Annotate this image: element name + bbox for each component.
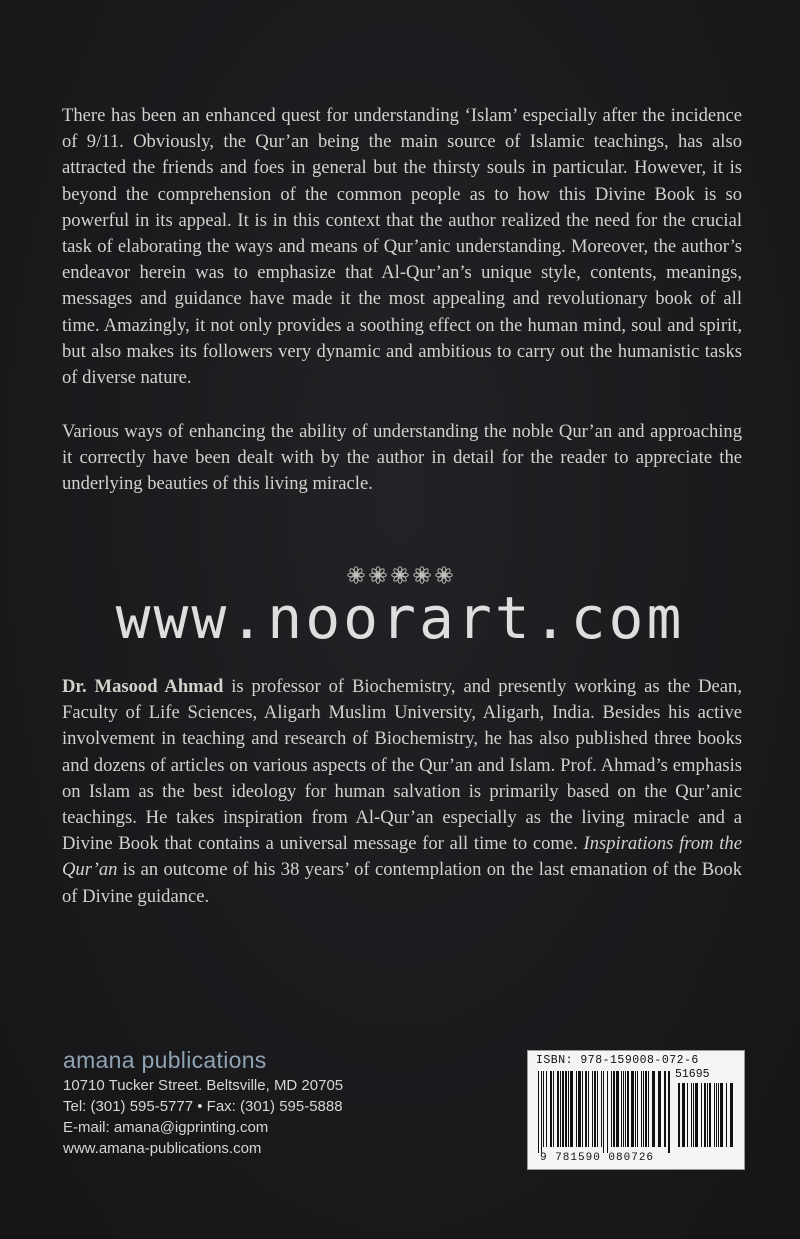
barcode-bar [582, 1071, 583, 1147]
barcode-bar [611, 1071, 612, 1147]
barcode-bar [645, 1071, 647, 1147]
barcode-bar [720, 1083, 723, 1147]
barcode-addon [678, 1083, 736, 1153]
barcode-bar [560, 1071, 561, 1147]
barcode-bar [616, 1071, 619, 1147]
barcode-bar [603, 1071, 604, 1153]
barcode-bar [565, 1071, 567, 1147]
barcode-bar [691, 1083, 692, 1147]
price-code: 51695 [675, 1068, 710, 1081]
barcode-bar [541, 1071, 542, 1153]
barcode-bar [668, 1071, 670, 1153]
barcode-bar [601, 1071, 602, 1147]
barcode-bar [546, 1071, 547, 1147]
barcode-bar [643, 1071, 644, 1147]
barcode-box [527, 1050, 745, 1170]
floral-star-icon [435, 566, 453, 584]
barcode-bar [658, 1071, 661, 1147]
barcode-bar [576, 1071, 577, 1147]
publisher-block [63, 1045, 343, 1159]
barcode-bar [637, 1071, 638, 1147]
floral-star-icon [413, 566, 431, 584]
barcode-bar [730, 1083, 733, 1147]
barcode-bar [625, 1071, 626, 1147]
barcode-bar [588, 1071, 589, 1147]
barcode-bar [714, 1083, 715, 1147]
publisher-website: www.amana-publications.com [63, 1140, 262, 1157]
barcode-bar [553, 1071, 554, 1147]
barcode-bar [695, 1083, 698, 1147]
barcode-bar [597, 1071, 598, 1147]
barcode-bar [718, 1083, 719, 1147]
floral-star-icon [369, 566, 387, 584]
barcode-bar [687, 1083, 688, 1147]
description-paragraph-2: Various ways of enhancing the ability of understanding the noble Qur’an and approaching it correctly have been dealt with by the author in detail for the reader to appreciate the underlying beauties of this living miracle. [62, 421, 742, 495]
barcode-bar [701, 1083, 702, 1147]
watermark: www.noorart.com [115, 588, 685, 648]
barcode-bar [627, 1071, 629, 1147]
ornament-divider [330, 566, 470, 588]
barcode-bar [635, 1071, 636, 1147]
author-name: Dr. Masood Ahmad [62, 676, 224, 697]
floral-star-icon [391, 566, 409, 584]
barcode-bar [592, 1071, 593, 1147]
barcode-bar [704, 1083, 706, 1147]
barcode-bar [613, 1071, 615, 1147]
barcode-bar [707, 1083, 708, 1147]
publisher-email: E-mail: amana@igprinting.com [63, 1119, 269, 1136]
barcode-bar [550, 1071, 552, 1147]
barcode-bar [538, 1071, 539, 1153]
isbn-label: ISBN: 978-159008-072-6 [536, 1054, 699, 1067]
author-bio-text: is professor of Biochemistry, and presently working as the Dean, Faculty of Life Sciences, Aligarh Muslim University, Aligarh, India. Besides his active involvement in teaching and research of Biochemistry, he has also published three books and dozens of articles on various aspects of the Qur’an and Islam. Prof. Ahmad’s emphasis on Islam as the best ideology for human salvation is primarily based on the Qur’anic teachings. He takes inspiration from Al-Qur’an especially as the living miracle and a Divine Book that contains a universal message for all time to come. [62, 676, 742, 855]
barcode-bar [709, 1083, 711, 1147]
barcode-bar [682, 1083, 685, 1147]
barcode-bar [623, 1071, 624, 1147]
author-bio-text-end: is an outcome of his 38 years’ of contemplation on the last emanation of the Book of Divine guidance. [62, 859, 742, 907]
barcode-bar [641, 1071, 642, 1147]
barcode-bar [726, 1083, 727, 1147]
barcode-bar [543, 1071, 544, 1147]
barcode-bar [568, 1071, 569, 1147]
barcode-bar [678, 1083, 680, 1147]
barcode-bar [585, 1071, 587, 1147]
barcode-number: 9 781590 080726 [540, 1152, 655, 1164]
barcode-bar [693, 1083, 694, 1147]
barcode-bar [716, 1083, 717, 1147]
publisher-address: 10710 Tucker Street. Beltsville, MD 20705 [63, 1077, 344, 1094]
publisher-phone: Tel: (301) 595-5777 • Fax: (301) 595-5888 [63, 1098, 343, 1115]
description-paragraph-1: There has been an enhanced quest for understanding ‘Islam’ especially after the incidence of 9/11. Obviously, the Qur’an being the main source of Islamic teachings, has also attracted the friends and foes in general but the thirsty souls in particular. However, it is beyond the comprehension of the common people as to how this Divine Book is so powerful in its appeal. It is in this context that the author realized the need for the crucial task of elaborating the ways and means of Qur’anic understanding. Moreover, the author’s endeavor herein was to emphasize that Al-Qur’an’s unique style, contents, meanings, messages and guidance have made it the most appealing and revolutionary book of all time. Amazingly, it not only provides a soothing effect on the human mind, soul and spirit, but also makes its followers very dynamic and ambitious to carry out the humanistic tasks of diverse nature. [62, 105, 742, 389]
barcode-bar [570, 1071, 573, 1147]
publisher-name: amana publications [63, 1047, 267, 1073]
barcode-bar [648, 1071, 649, 1147]
floral-star-icon [347, 566, 365, 584]
barcode-main [538, 1071, 673, 1153]
barcode-bar [578, 1071, 581, 1147]
barcode-bar [562, 1071, 564, 1147]
barcode-bar [607, 1071, 608, 1153]
barcode-bar [557, 1071, 559, 1147]
author-bio [62, 674, 742, 910]
barcode-bar [664, 1071, 666, 1147]
barcode-bar [631, 1071, 634, 1147]
barcode-bar [621, 1071, 622, 1147]
barcode-bar [594, 1071, 596, 1147]
book-title: Inspirations from the Qur’an [62, 833, 742, 881]
barcode-bar [652, 1071, 655, 1147]
